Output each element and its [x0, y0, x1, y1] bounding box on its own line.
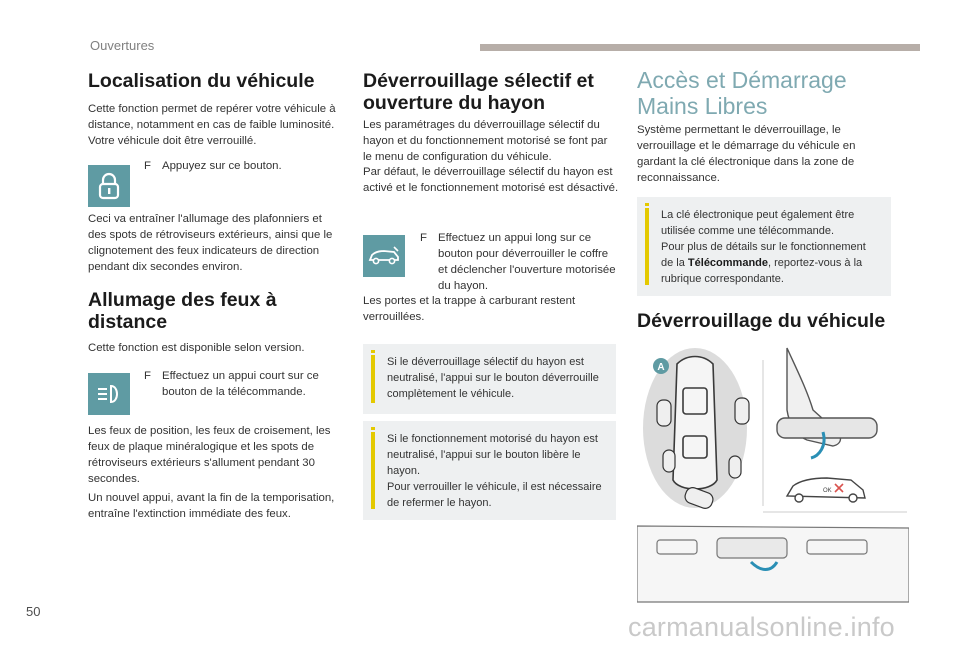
bullet-marker: F	[144, 160, 151, 172]
title-line1: Accès et Démarrage	[637, 67, 847, 93]
illustration-hands-free	[637, 340, 909, 610]
info-note-selective	[363, 344, 616, 414]
note-selective-text: Si le déverrouillage sélectif du hayon est neutralisé, l'appui sur le bouton déverrouille complètement le véhicule.	[387, 356, 599, 400]
info-note-key	[637, 197, 891, 296]
section-label: Ouvertures	[90, 38, 155, 53]
title-hands-free-access	[637, 67, 907, 119]
note-key-b2: , reportez-vous à la rubrique correspondante.	[661, 257, 863, 285]
watermark: carmanualsonline.info	[628, 612, 895, 642]
heading-selective-line1: Déverrouillage sélectif et	[363, 70, 594, 92]
bullet-marker: F	[144, 370, 151, 382]
key-fob-right-2	[729, 456, 741, 478]
step-tailgate	[420, 230, 620, 294]
car-top-view	[673, 357, 717, 490]
paragraph-selective-default: Par défaut, le déverrouillage sélectif du hayon est activé et le fonctionnement motorisé est désactivé.	[363, 166, 619, 194]
step-locate-text: Appuyez sur ce bouton.	[162, 160, 282, 172]
heading-selective-line2: ouverture du hayon	[363, 92, 546, 114]
paragraph-lights-again: Un nouvel appui, avant la fin de la temporisation, entraîne l'extinction immédiate des feux.	[88, 492, 335, 520]
key-fob-left-2	[663, 450, 675, 472]
paragraph-selective-settings: Les paramétrages du déverrouillage sélectif du hayon et du fonctionnement motorisé se font par le menu de configuration du véhicule.	[363, 119, 608, 163]
paragraph-lights-availability: Cette fonction est disponible selon version.	[88, 342, 305, 354]
heading-remote-lights-line2: distance	[88, 311, 168, 333]
ok-label: OK	[823, 488, 832, 494]
heading-unlock-vehicle: Déverrouillage du véhicule	[637, 310, 886, 332]
info-icon	[645, 203, 649, 206]
note-key-bold: Télécommande	[687, 257, 769, 269]
door-handle-hand	[777, 348, 877, 446]
heading-locate-vehicle: Localisation du véhicule	[88, 70, 315, 92]
step-locate	[144, 158, 344, 174]
paragraph-system: Système permettant le déverrouillage, le verrouillage et le démarrage du véhicule en gardant la clé électronique dans la zone de reconnaissance.	[637, 124, 856, 184]
bullet-marker: F	[420, 232, 427, 244]
step-tailgate-text: Effectuez un appui long sur ce bouton pour déverrouiller le coffre et déclencher l'ouverture motorisée du hayon.	[438, 232, 616, 292]
tailgate-panel	[637, 526, 909, 602]
key-fob-right	[735, 398, 749, 424]
title-line2: Mains Libres	[637, 93, 768, 119]
headlight-icon	[95, 383, 123, 405]
info-icon	[371, 350, 375, 353]
key-fob-left	[657, 400, 671, 426]
tailgate-car-icon	[367, 245, 401, 267]
tailgate-button-icon-box	[363, 235, 405, 277]
note-motorised-text-a: Si le fonctionnement motorisé du hayon est neutralisé, l'appui sur le bouton libère le hayon.	[387, 433, 598, 477]
paragraph-locate-result: Ceci va entraîner l'allumage des plafonniers et des spots de rétroviseurs extérieurs, ainsi que le clignotement des feux indicateurs de direction pendant dix secondes environ.	[88, 213, 333, 273]
step-lights	[144, 368, 344, 400]
heading-remote-lights	[88, 289, 348, 333]
step-lights-text: Effectuez un appui court sur ce bouton de la télécommande.	[162, 370, 319, 398]
note-key-a: La clé électronique peut également être utilisée comme une télécommande.	[661, 209, 855, 237]
info-icon	[371, 427, 375, 430]
label-a-text: A	[657, 362, 665, 373]
note-motorised-text-b: Pour verrouiller le véhicule, il est nécessaire de refermer le hayon.	[387, 481, 602, 509]
heading-remote-lights-line1: Allumage des feux à	[88, 289, 277, 311]
info-note-motorised	[363, 421, 616, 520]
page-number: 50	[26, 604, 41, 619]
header-divider	[480, 44, 920, 51]
headlight-button-icon-box	[88, 373, 130, 415]
paragraph-locate: Cette fonction permet de repérer votre véhicule à distance, notamment en cas de faible luminosité. Votre véhicule doit être verrouillé.	[88, 103, 336, 147]
paragraph-lights-result: Les feux de position, les feux de croisement, les feux de plaque minéralogique et les spots de rétroviseurs extérieurs s'allument pendant 30 secondes.	[88, 425, 331, 485]
note-key-b1: Pour plus de détails sur le fonctionnement de la	[661, 241, 866, 269]
paragraph-tailgate-result: Les portes et la trappe à carburant restent verrouillées.	[363, 295, 576, 323]
lock-icon	[96, 172, 122, 200]
heading-selective-unlock	[363, 70, 623, 114]
lock-button-icon-box	[88, 165, 130, 207]
